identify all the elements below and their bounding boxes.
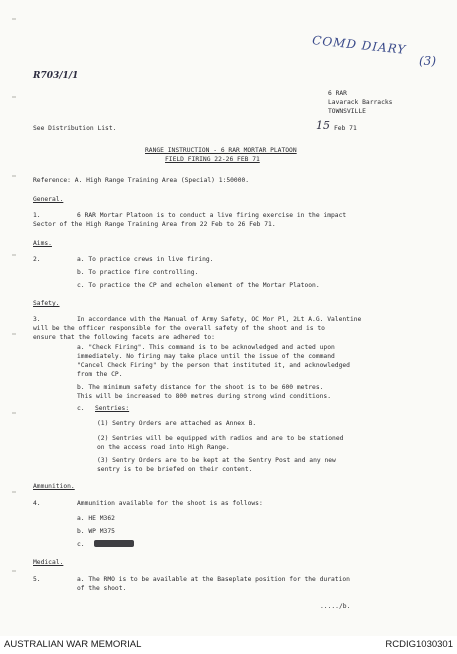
para-number: 1. (33, 212, 41, 219)
ammunition-intro: Ammunition available for the shoot is as follows: (77, 500, 263, 507)
document-subtitle: FIELD FIRING 22-26 FEB 71 (165, 156, 260, 163)
general-text: 6 RAR Mortar Platoon is to conduct a live firing exercise in the impact (77, 212, 347, 219)
safety-item-b: This will be increased to 800 metres during strong wind conditions. (77, 393, 332, 400)
document-title: RANGE INSTRUCTION - 6 RAR MORTAR PLATOON (145, 147, 297, 154)
para-number: 4. (33, 500, 41, 507)
footer-record-id: RCDIG1030301 (385, 639, 453, 650)
handwritten-diary-note: COMD DIARY (311, 33, 407, 57)
aims-item: b. To practice fire controlling. (77, 269, 199, 276)
safety-intro: In accordance with the Manual of Army Safety, OC Mor Pl, 2Lt A.G. Valentine (77, 316, 362, 323)
ammunition-item: c. (77, 541, 85, 548)
binder-hole (12, 570, 16, 572)
safety-item-a: a. "Check Firing". This command is to be acknowledged and acted upon (77, 344, 335, 351)
continuation-marker: ...../b. (320, 603, 351, 610)
sentry-item: on the access road into High Range. (97, 444, 230, 451)
letterhead-location: Lavarack Barracks (328, 99, 393, 106)
binder-hole (12, 96, 16, 98)
letterhead-unit: 6 RAR (328, 90, 347, 97)
footer-institution: AUSTRALIAN WAR MEMORIAL (4, 639, 142, 650)
redaction-mark (94, 540, 134, 547)
safety-item-a: from the CP. (77, 371, 123, 378)
ammunition-item: a. HE M362 (77, 515, 115, 522)
binder-hole (12, 175, 16, 177)
binder-hole (12, 254, 16, 256)
safety-intro: will be the officer responsible for the overall safety of the shoot and is to (33, 325, 325, 332)
sentry-item: (2) Sentries will be equipped with radios and are to be stationed (97, 435, 344, 442)
sentry-item: sentry is to be briefed on their content. (97, 466, 253, 473)
para-number: 2. (33, 256, 41, 263)
sentries-heading: Sentries: (95, 405, 130, 412)
section-heading-medical: Medical. (33, 559, 64, 566)
medical-text: a. The RMO is to be available at the Baseplate position for the duration (77, 576, 350, 583)
aims-item: c. To practice the CP and echelon element of the Mortar Platoon. (77, 282, 320, 289)
para-number: 3. (33, 316, 41, 323)
safety-item-a: immediately. No firing may take place until the issue of the command (77, 353, 335, 360)
section-heading-general: General. (33, 196, 64, 203)
handwritten-diary-number: (3) (419, 54, 436, 68)
binder-hole (12, 412, 16, 414)
safety-item-c-label: c. (77, 405, 85, 412)
para-number: 5. (33, 576, 41, 583)
reference-line: Reference: A. High Range Training Area (Special) 1:50000. (33, 177, 250, 184)
section-heading-safety: Safety. (33, 300, 60, 307)
safety-item-a: "Cancel Check Firing" by the person that instituted it, and acknowledged (77, 362, 350, 369)
sentry-item: (3) Sentry Orders are to be kept at the Sentry Post and any new (97, 457, 336, 464)
ammunition-item: b. WP M375 (77, 528, 115, 535)
general-text: Sector of the High Range Training Area from 22 Feb to 26 Feb 71. (33, 221, 276, 228)
aims-item: a. To practice crews in live firing. (77, 256, 214, 263)
letterhead-date: Feb 71 (334, 125, 357, 132)
file-reference: R703/1/1 (33, 71, 79, 81)
medical-text: of the shoot. (77, 585, 127, 592)
letterhead-city: TOWNSVILLE (328, 108, 366, 115)
safety-item-b: b. The minimum safety distance for the shoot is to be 600 metres. (77, 384, 324, 391)
binder-hole (12, 18, 16, 20)
section-heading-ammunition: Ammunition. (33, 483, 75, 490)
safety-intro: ensure that the following facets are adhered to: (33, 334, 215, 341)
handwritten-date-day: 15 (316, 119, 330, 132)
binder-hole (12, 333, 16, 335)
sentry-item: (1) Sentry Orders are attached as Annex B. (97, 420, 257, 427)
binder-hole (12, 491, 16, 493)
distribution-line: See Distribution List. (33, 125, 117, 132)
archive-footer (0, 636, 457, 654)
section-heading-aims: Aims. (33, 240, 52, 247)
